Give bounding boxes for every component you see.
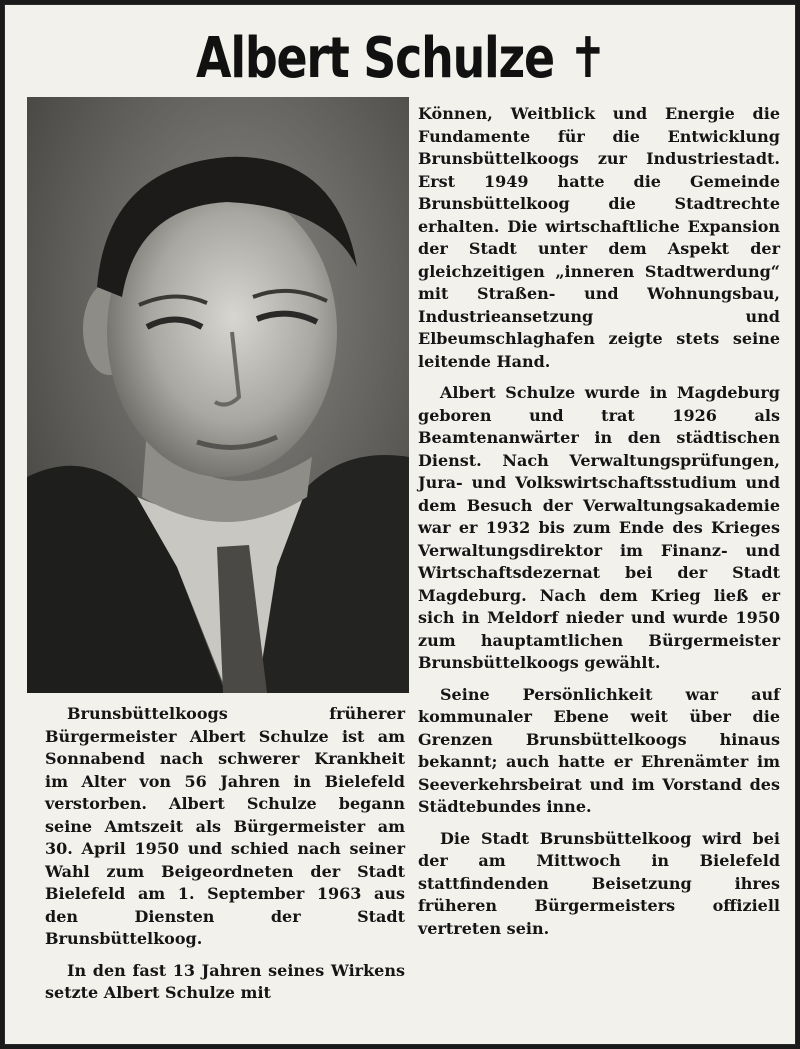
article-paragraph: Seine Persönlichkeit war auf kommunaler Ebene weit über die Grenzen Brunsbüttelkoogs hinaus bekannt; auch hatte er Ehrenämter im Seeverkehrsbeirat und im Vorstand des Städtebundes inne. xyxy=(418,684,780,816)
obituary-headline: Albert Schulze ✝ xyxy=(196,26,606,91)
article-paragraph: Brunsbüttelkoogs früherer Bürgermeister Albert Schulze ist am Sonnabend nach schwerer Krankheit im Alter von 56 Jahren in Bielefeld verstorben. Albert Schulze begann seine Amtszeit als Bürgermeister am 30. April 1950 und schied nach seiner Wahl zum Beigeordneten der Stadt Bielefeld am 1. September 1963 aus den Diensten der Stadt Brunsbüttelkoog. xyxy=(45,704,405,948)
article-column-right xyxy=(418,103,780,940)
article-column-left xyxy=(45,703,405,1005)
newspaper-clipping xyxy=(4,4,796,1045)
article-paragraph: In den fast 13 Jahren seines Wirkens setzte Albert Schulze mit xyxy=(45,960,405,1002)
article-paragraph: Albert Schulze wurde in Magdeburg geboren und trat 1926 als Beamtenanwärter in den städtischen Dienst. Nach Verwaltungsprüfungen, Jura- und Volkswirtschaftsstudium und dem Besuch der Verwaltungsakademie war er 1932 bis zum Ende des Krieges Verwaltungsdirektor im Finanz- und Wirtschaftsdezernat bei der Stadt Magdeburg. Nach dem Krieg ließ er sich in Meldorf nieder und wurde 1950 zum hauptamtlichen Bürgermeister Brunsbüttelkoogs gewählt. xyxy=(418,383,780,672)
article-paragraph: Die Stadt Brunsbüttelkoog wird bei der am Mittwoch in Bielefeld stattfindenden Beisetzung ihres früheren Bürgermeisters offiziell vertreten sein. xyxy=(418,828,780,938)
portrait-photo-icon xyxy=(27,97,409,693)
portrait-photo xyxy=(27,97,409,693)
article-paragraph: Können, Weitblick und Energie die Fundamente für die Entwicklung Brunsbüttelkoogs zur Industriestadt. Erst 1949 hatte die Gemeinde Brunsbüttelkoog die Stadtrechte erhalten. Die wirtschaftliche Expansion der Stadt unter dem Aspekt der gleichzeitigen „inneren Stadtwerdung“ mit Straßen- und Wohnungsbau, Industrieansetzung und Elbeumschlaghafen zeigte stets seine leitende Hand. xyxy=(418,104,780,371)
